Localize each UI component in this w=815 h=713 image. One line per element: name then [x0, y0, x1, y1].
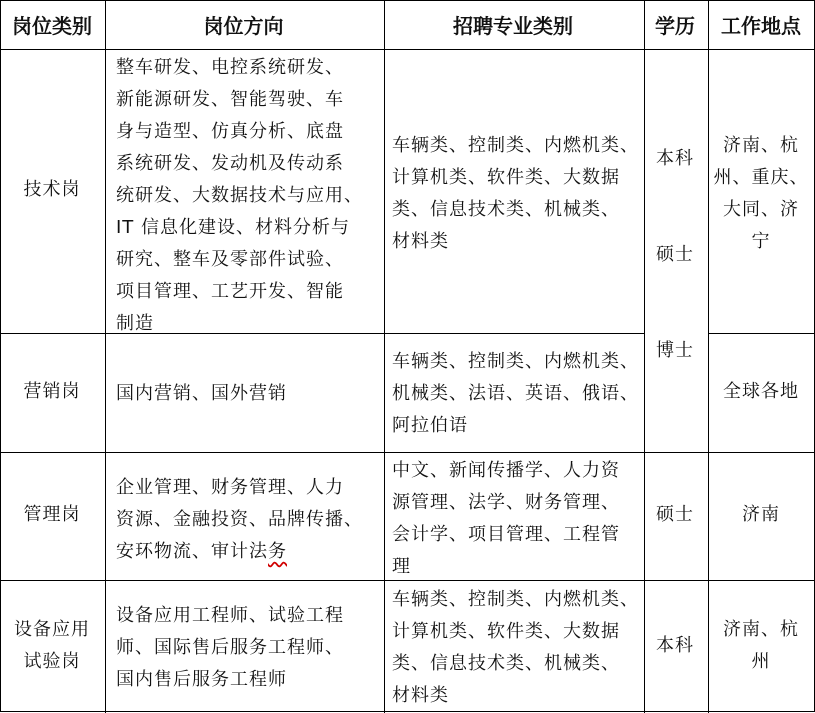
location-label: 全球各地 [723, 380, 799, 402]
text-line: 设备应用工程师、试验工程 [116, 605, 344, 626]
text-line: 车辆类、控制类、内燃机类、 [392, 589, 639, 610]
spellcheck-marked-text: 务 [268, 541, 287, 562]
education-value: 硕士 [656, 244, 694, 265]
text-line: 新能源研发、智能驾驶、车 [116, 89, 344, 110]
text-line: IT 信息化建设、材料分析与 [116, 217, 351, 238]
text-line: 国内营销、国外营销 [116, 383, 287, 404]
education-merged [643, 143, 707, 367]
text-line: 计算机类、软件类、大数据 [392, 621, 620, 642]
header-direction: 岗位方向 [203, 13, 284, 38]
text-line: 身与造型、仿真分析、底盘 [116, 121, 344, 142]
education-value: 博士 [656, 340, 694, 361]
row-majors [392, 346, 642, 442]
education-value: 本科 [656, 634, 694, 656]
text-segment: 安环物流、审计法 [116, 541, 268, 562]
text-line: 材料类 [392, 231, 449, 252]
text-line: 类、信息技术类、机械类、 [392, 199, 620, 220]
education-value: 硕士 [656, 504, 694, 525]
text-line: 会计学、项目管理、工程管 [392, 524, 620, 545]
text-line: 济南、杭 [723, 135, 799, 156]
text-line: 中文、新闻传播学、人力资 [392, 460, 620, 481]
header-education: 学历 [655, 13, 695, 38]
text-line: 师、国际售后服务工程师、 [116, 637, 344, 658]
header-majors: 招聘专业类别 [453, 13, 573, 38]
text-line: 统研发、大数据技术与应用、 [116, 185, 363, 206]
text-line: 大同、济 [723, 199, 799, 220]
text-line: 研究、整车及零部件试验、 [116, 249, 344, 270]
education-value: 本科 [656, 148, 694, 169]
text-line: 项目管理、工艺开发、智能 [116, 281, 344, 302]
category-label: 营销岗 [23, 380, 81, 402]
row-divider [1, 49, 815, 50]
category-line: 试验岗 [23, 650, 81, 672]
text-line: 资源、金融投资、品牌传播、 [116, 509, 363, 530]
header-location: 工作地点 [721, 13, 801, 38]
row-majors [392, 455, 642, 583]
location-line: 州 [751, 650, 771, 672]
text-line: 宁 [751, 231, 771, 252]
text-line: 材料类 [392, 685, 449, 706]
category-label: 管理岗 [23, 504, 81, 525]
row-education [643, 451, 707, 579]
text-line: 整车研发、电控系统研发、 [116, 57, 344, 78]
text-line: 计算机类、软件类、大数据 [392, 167, 620, 188]
row-location [707, 579, 815, 712]
row-category [0, 332, 104, 451]
text-line: 源管理、法学、财务管理、 [392, 492, 620, 513]
text-line: 机械类、法语、英语、俄语、 [392, 383, 639, 404]
text-line: 系统研发、发动机及传动系 [116, 153, 344, 174]
text-line: 类、信息技术类、机械类、 [392, 653, 620, 674]
column-divider [105, 1, 106, 713]
text-line: 车辆类、控制类、内燃机类、 [392, 351, 639, 372]
text-line: 阿拉伯语 [392, 415, 468, 436]
row-education [643, 579, 707, 712]
row-direction [116, 472, 378, 568]
category-line: 设备应用 [14, 618, 90, 640]
text-line: 制造 [116, 313, 154, 334]
location-line: 济南、杭 [723, 618, 799, 640]
text-line: 车辆类、控制类、内燃机类、 [392, 135, 639, 156]
row-majors [392, 584, 642, 712]
row-category [0, 48, 104, 332]
row-direction [116, 378, 378, 410]
row-direction [116, 600, 378, 696]
location-label: 济南 [742, 504, 780, 525]
row-majors [392, 130, 642, 258]
header-category: 岗位类别 [12, 13, 92, 38]
text-line: 国内售后服务工程师 [116, 669, 287, 690]
text-line [116, 536, 378, 568]
text-line: 州、重庆、 [713, 167, 809, 188]
row-location [707, 130, 815, 258]
row-location [707, 332, 815, 451]
row-category [0, 451, 104, 579]
row-category [0, 579, 104, 712]
row-direction [116, 52, 378, 340]
row-location [707, 451, 815, 579]
text-line: 企业管理、财务管理、人力 [116, 477, 344, 498]
category-label: 技术岗 [23, 179, 81, 200]
text-line: 理 [392, 556, 411, 577]
column-divider [384, 1, 385, 713]
